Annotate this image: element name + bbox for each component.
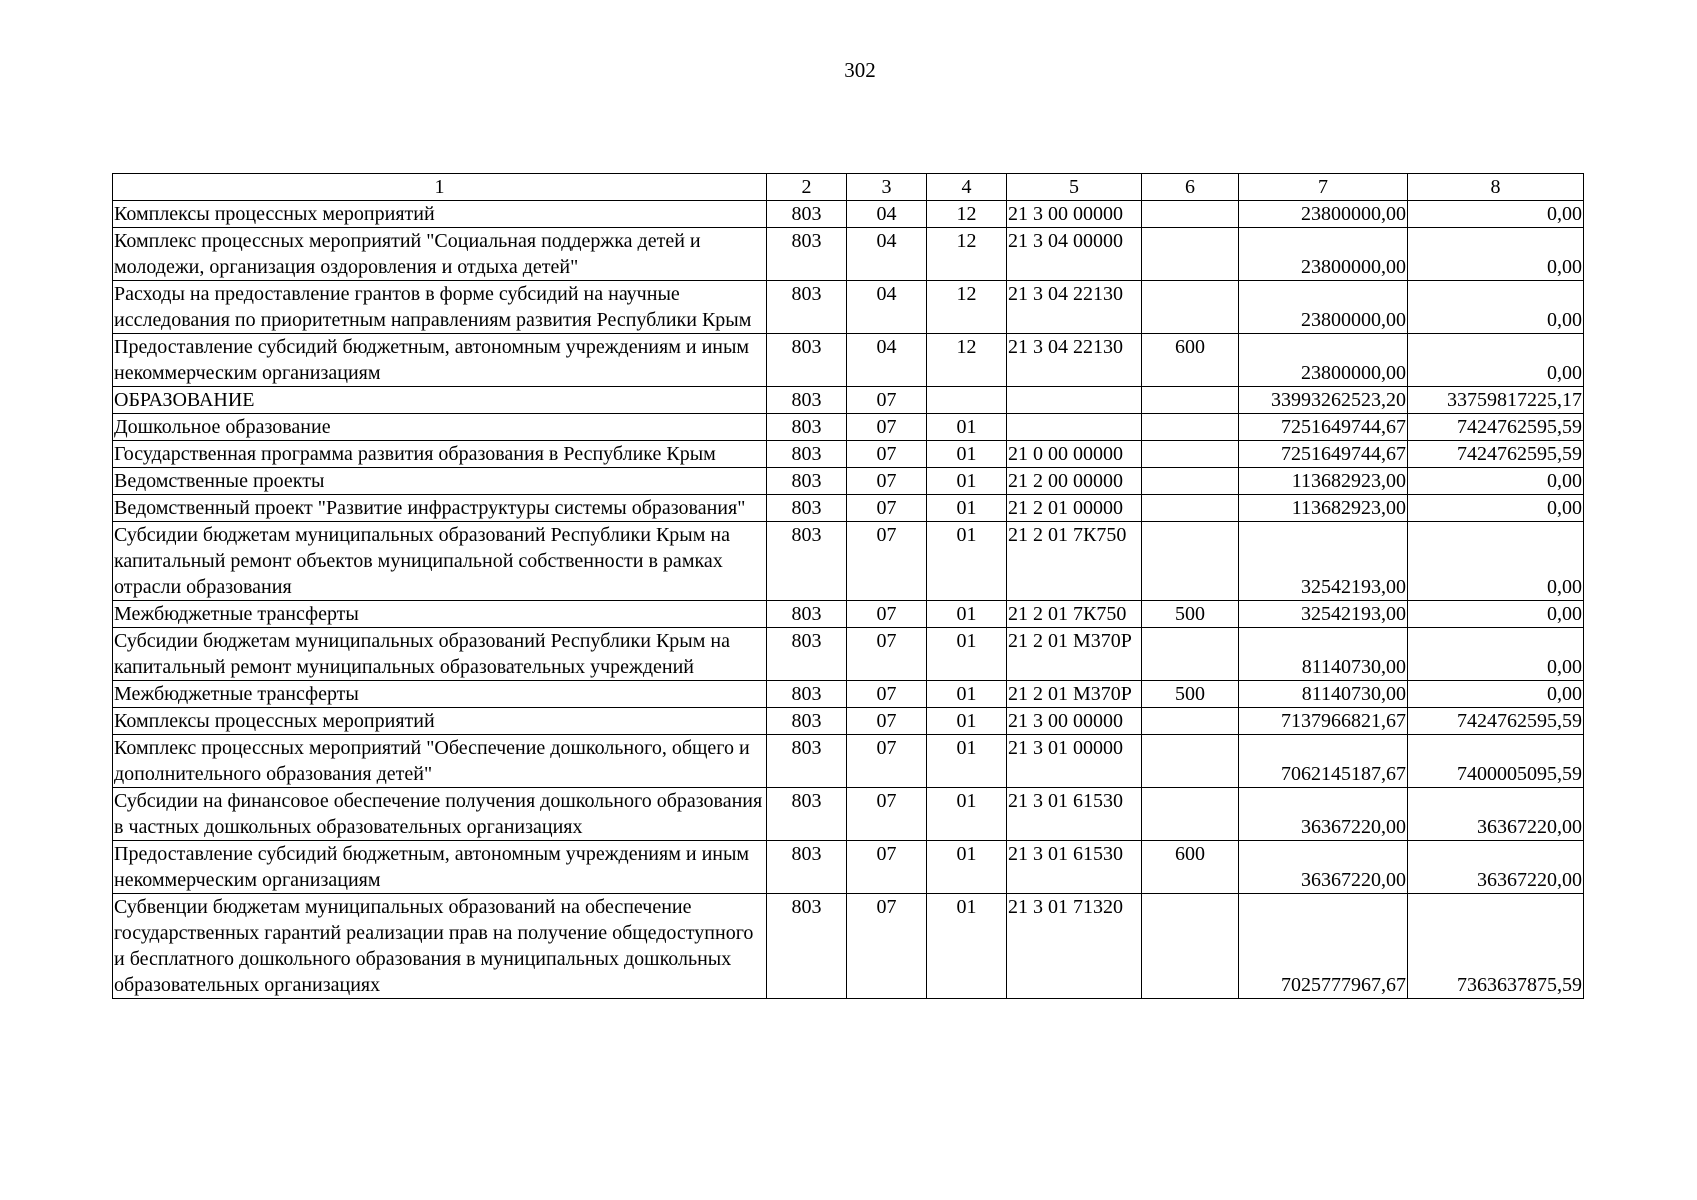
- row-code-3-cell: 07: [847, 628, 927, 681]
- table-row: [113, 894, 1584, 999]
- row-amount-8-cell: 7424762595,59: [1408, 441, 1584, 468]
- row-code-5-cell: 21 0 00 00000: [1007, 441, 1142, 468]
- table-row: [113, 788, 1584, 841]
- row-code-2-cell: 803: [767, 201, 847, 228]
- row-code-2-cell: 803: [767, 522, 847, 601]
- table-row: [113, 841, 1584, 894]
- row-code-4-cell: 12: [927, 201, 1007, 228]
- column-header: 3: [847, 174, 927, 201]
- row-amount-8-cell: 0,00: [1408, 201, 1584, 228]
- row-code-2-cell: 803: [767, 601, 847, 628]
- row-code-6-cell: 600: [1142, 841, 1239, 894]
- row-amount-7-cell: 23800000,00: [1239, 281, 1408, 334]
- row-code-6-cell: [1142, 281, 1239, 334]
- row-code-3-cell: 04: [847, 201, 927, 228]
- row-code-5-cell: 21 2 01 7К750: [1007, 601, 1142, 628]
- row-name-cell: Субвенции бюджетам муниципальных образований на обеспечение государственных гарантий реализации прав на получение общедоступного и бесплатного дошкольного образования в муниципальных дошкольных образовательных организациях: [113, 894, 767, 999]
- row-code-5-cell: 21 3 01 00000: [1007, 735, 1142, 788]
- row-code-6-cell: 500: [1142, 681, 1239, 708]
- row-code-4-cell: 12: [927, 228, 1007, 281]
- row-code-3-cell: 07: [847, 495, 927, 522]
- row-code-4-cell: 01: [927, 495, 1007, 522]
- row-amount-7-cell: 7062145187,67: [1239, 735, 1408, 788]
- row-code-6-cell: [1142, 522, 1239, 601]
- row-code-2-cell: 803: [767, 414, 847, 441]
- column-header: 7: [1239, 174, 1408, 201]
- row-code-2-cell: 803: [767, 228, 847, 281]
- row-code-6-cell: [1142, 228, 1239, 281]
- row-code-2-cell: 803: [767, 334, 847, 387]
- row-code-2-cell: 803: [767, 788, 847, 841]
- row-code-4-cell: 12: [927, 281, 1007, 334]
- column-header: 6: [1142, 174, 1239, 201]
- row-amount-8-cell: 33759817225,17: [1408, 387, 1584, 414]
- row-name-cell: Комплексы процессных мероприятий: [113, 708, 767, 735]
- table-row: [113, 334, 1584, 387]
- column-header: 8: [1408, 174, 1584, 201]
- row-code-6-cell: [1142, 414, 1239, 441]
- row-code-4-cell: 12: [927, 334, 1007, 387]
- table-row: [113, 681, 1584, 708]
- row-code-2-cell: 803: [767, 708, 847, 735]
- row-code-5-cell: 21 3 01 61530: [1007, 841, 1142, 894]
- table-header-row: [113, 174, 1584, 201]
- row-code-5-cell: 21 3 00 00000: [1007, 201, 1142, 228]
- row-amount-8-cell: 0,00: [1408, 495, 1584, 522]
- row-amount-8-cell: 7363637875,59: [1408, 894, 1584, 999]
- row-code-3-cell: 07: [847, 414, 927, 441]
- table-row: [113, 414, 1584, 441]
- row-amount-7-cell: 23800000,00: [1239, 201, 1408, 228]
- row-code-4-cell: 01: [927, 681, 1007, 708]
- row-amount-7-cell: 113682923,00: [1239, 468, 1408, 495]
- row-code-6-cell: [1142, 201, 1239, 228]
- table-row: [113, 735, 1584, 788]
- table-row: [113, 281, 1584, 334]
- row-code-5-cell: 21 3 04 00000: [1007, 228, 1142, 281]
- row-code-2-cell: 803: [767, 841, 847, 894]
- row-name-cell: Субсидии бюджетам муниципальных образований Республики Крым на капитальный ремонт объектов муниципальной собственности в рамках отрасли образования: [113, 522, 767, 601]
- row-name-cell: Субсидии на финансовое обеспечение получения дошкольного образования в частных дошкольных образовательных организациях: [113, 788, 767, 841]
- row-amount-8-cell: 0,00: [1408, 334, 1584, 387]
- row-code-5-cell: 21 3 00 00000: [1007, 708, 1142, 735]
- row-code-4-cell: 01: [927, 894, 1007, 999]
- row-amount-7-cell: 23800000,00: [1239, 334, 1408, 387]
- row-amount-8-cell: 0,00: [1408, 628, 1584, 681]
- row-code-6-cell: [1142, 441, 1239, 468]
- row-code-4-cell: 01: [927, 788, 1007, 841]
- column-header: 5: [1007, 174, 1142, 201]
- row-amount-7-cell: 32542193,00: [1239, 601, 1408, 628]
- row-amount-7-cell: 36367220,00: [1239, 788, 1408, 841]
- budget-table: [112, 173, 1584, 999]
- row-code-2-cell: 803: [767, 628, 847, 681]
- row-name-cell: ОБРАЗОВАНИЕ: [113, 387, 767, 414]
- row-code-3-cell: 07: [847, 708, 927, 735]
- row-code-4-cell: 01: [927, 441, 1007, 468]
- page-number: 302: [844, 58, 876, 82]
- row-name-cell: Ведомственные проекты: [113, 468, 767, 495]
- row-amount-8-cell: 0,00: [1408, 522, 1584, 601]
- row-code-3-cell: 07: [847, 894, 927, 999]
- row-amount-8-cell: 7424762595,59: [1408, 414, 1584, 441]
- row-amount-7-cell: 81140730,00: [1239, 628, 1408, 681]
- row-code-6-cell: [1142, 894, 1239, 999]
- row-code-3-cell: 07: [847, 681, 927, 708]
- row-code-3-cell: 07: [847, 387, 927, 414]
- row-code-4-cell: 01: [927, 708, 1007, 735]
- row-code-5-cell: 21 2 01 7К750: [1007, 522, 1142, 601]
- row-code-5-cell: 21 2 01 М370Р: [1007, 628, 1142, 681]
- row-code-2-cell: 803: [767, 495, 847, 522]
- row-amount-7-cell: 36367220,00: [1239, 841, 1408, 894]
- row-code-6-cell: 600: [1142, 334, 1239, 387]
- row-code-6-cell: [1142, 495, 1239, 522]
- row-code-4-cell: 01: [927, 522, 1007, 601]
- row-code-3-cell: 04: [847, 334, 927, 387]
- row-amount-7-cell: 81140730,00: [1239, 681, 1408, 708]
- row-name-cell: Комплекс процессных мероприятий "Обеспечение дошкольного, общего и дополнительного образования детей": [113, 735, 767, 788]
- row-name-cell: Государственная программа развития образования в Республике Крым: [113, 441, 767, 468]
- row-code-3-cell: 07: [847, 735, 927, 788]
- row-code-5-cell: 21 2 01 М370Р: [1007, 681, 1142, 708]
- row-code-2-cell: 803: [767, 387, 847, 414]
- row-amount-8-cell: 0,00: [1408, 228, 1584, 281]
- row-name-cell: Предоставление субсидий бюджетным, автономным учреждениям и иным некоммерческим организациям: [113, 841, 767, 894]
- row-code-3-cell: 07: [847, 788, 927, 841]
- row-code-4-cell: 01: [927, 468, 1007, 495]
- table-row: [113, 441, 1584, 468]
- row-amount-8-cell: 36367220,00: [1408, 788, 1584, 841]
- table-row: [113, 387, 1584, 414]
- row-amount-7-cell: 113682923,00: [1239, 495, 1408, 522]
- table-row: [113, 708, 1584, 735]
- row-amount-7-cell: 32542193,00: [1239, 522, 1408, 601]
- row-amount-8-cell: 7424762595,59: [1408, 708, 1584, 735]
- row-code-3-cell: 07: [847, 601, 927, 628]
- row-code-2-cell: 803: [767, 441, 847, 468]
- row-code-3-cell: 04: [847, 228, 927, 281]
- column-header: 2: [767, 174, 847, 201]
- row-code-6-cell: 500: [1142, 601, 1239, 628]
- column-header: 1: [113, 174, 767, 201]
- row-name-cell: Дошкольное образование: [113, 414, 767, 441]
- row-code-3-cell: 04: [847, 281, 927, 334]
- row-code-3-cell: 07: [847, 468, 927, 495]
- row-code-4-cell: 01: [927, 414, 1007, 441]
- row-code-5-cell: 21 2 00 00000: [1007, 468, 1142, 495]
- row-name-cell: Субсидии бюджетам муниципальных образований Республики Крым на капитальный ремонт муниципальных образовательных учреждений: [113, 628, 767, 681]
- row-code-4-cell: [927, 387, 1007, 414]
- table-row: [113, 468, 1584, 495]
- row-amount-8-cell: 7400005095,59: [1408, 735, 1584, 788]
- row-amount-8-cell: 0,00: [1408, 601, 1584, 628]
- row-code-5-cell: [1007, 387, 1142, 414]
- table-row: [113, 201, 1584, 228]
- row-amount-8-cell: 0,00: [1408, 281, 1584, 334]
- row-name-cell: Расходы на предоставление грантов в форме субсидий на научные исследования по приоритетным направлениям развития Республики Крым: [113, 281, 767, 334]
- row-code-2-cell: 803: [767, 281, 847, 334]
- row-code-3-cell: 07: [847, 441, 927, 468]
- row-code-4-cell: 01: [927, 841, 1007, 894]
- row-code-2-cell: 803: [767, 681, 847, 708]
- row-code-4-cell: 01: [927, 735, 1007, 788]
- row-code-3-cell: 07: [847, 841, 927, 894]
- row-name-cell: Межбюджетные трансферты: [113, 601, 767, 628]
- row-code-6-cell: [1142, 628, 1239, 681]
- row-code-6-cell: [1142, 788, 1239, 841]
- row-code-5-cell: 21 2 01 00000: [1007, 495, 1142, 522]
- table-row: [113, 522, 1584, 601]
- row-amount-7-cell: 7137966821,67: [1239, 708, 1408, 735]
- row-amount-8-cell: 0,00: [1408, 468, 1584, 495]
- table-row: [113, 601, 1584, 628]
- row-code-5-cell: 21 3 04 22130: [1007, 334, 1142, 387]
- row-amount-7-cell: 33993262523,20: [1239, 387, 1408, 414]
- row-code-2-cell: 803: [767, 735, 847, 788]
- row-amount-8-cell: 0,00: [1408, 681, 1584, 708]
- row-code-5-cell: [1007, 414, 1142, 441]
- row-amount-7-cell: 23800000,00: [1239, 228, 1408, 281]
- table-row: [113, 628, 1584, 681]
- row-code-5-cell: 21 3 04 22130: [1007, 281, 1142, 334]
- table-row: [113, 495, 1584, 522]
- row-amount-7-cell: 7251649744,67: [1239, 441, 1408, 468]
- row-name-cell: Ведомственный проект "Развитие инфраструктуры системы образования": [113, 495, 767, 522]
- row-amount-8-cell: 36367220,00: [1408, 841, 1584, 894]
- row-name-cell: Предоставление субсидий бюджетным, автономным учреждениям и иным некоммерческим организациям: [113, 334, 767, 387]
- row-name-cell: Межбюджетные трансферты: [113, 681, 767, 708]
- row-code-5-cell: 21 3 01 71320: [1007, 894, 1142, 999]
- row-code-4-cell: 01: [927, 628, 1007, 681]
- column-header: 4: [927, 174, 1007, 201]
- row-code-6-cell: [1142, 468, 1239, 495]
- row-name-cell: Комплексы процессных мероприятий: [113, 201, 767, 228]
- row-code-4-cell: 01: [927, 601, 1007, 628]
- row-code-2-cell: 803: [767, 894, 847, 999]
- row-name-cell: Комплекс процессных мероприятий "Социальная поддержка детей и молодежи, организация оздоровления и отдыха детей": [113, 228, 767, 281]
- table-row: [113, 228, 1584, 281]
- row-code-3-cell: 07: [847, 522, 927, 601]
- row-code-2-cell: 803: [767, 468, 847, 495]
- row-code-6-cell: [1142, 735, 1239, 788]
- row-code-6-cell: [1142, 387, 1239, 414]
- row-code-6-cell: [1142, 708, 1239, 735]
- row-code-5-cell: 21 3 01 61530: [1007, 788, 1142, 841]
- row-amount-7-cell: 7025777967,67: [1239, 894, 1408, 999]
- row-amount-7-cell: 7251649744,67: [1239, 414, 1408, 441]
